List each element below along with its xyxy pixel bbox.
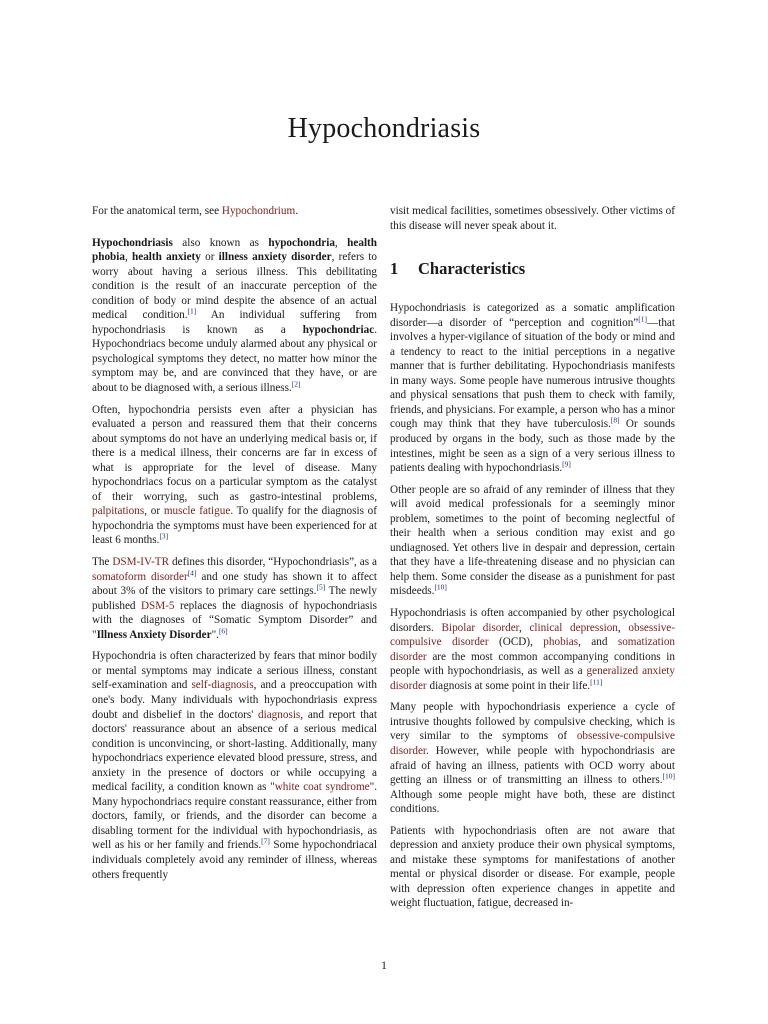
text: , or <box>144 505 164 518</box>
text: Hypochondriasis is categorized as a somatic amplification disorder—a disorder of “perception and cognition” <box>390 302 675 329</box>
link-somatoform-disorder[interactable]: somatoform disorder <box>92 570 188 583</box>
link-ocd[interactable]: obsessive-compulsive disorder <box>390 621 675 649</box>
text: Hypochondria is often characterized by fears that minor bodily or mental symptoms may indicate a serious illness, constant self-examination and <box>92 650 377 692</box>
right-column <box>390 204 675 918</box>
text: —that involves a hyper-vigilance of situation of the body or mind and a tendency to react to the initial perceptions in a negative manner that is further debilitating. Hypochondriasis manifests in many ways. Some people have numerous intrusive thoughts and physical sensations that push them to check with family, friends, and physicians. For example, a person who has a minor cough may think that they have tuberculosis. <box>390 316 675 431</box>
text: Patients with hypochondriasis often are not aware that depression and anxiety produce their own physical symptoms, and mistake these symptoms for manifestations of another mental or physical disorder or disease. For example, people with depression often experience changes in appetite and weight fluctuation, fatigue, decreased in- <box>390 824 675 910</box>
left-column <box>92 204 377 889</box>
link-somatization-disorder[interactable]: somatization disorder <box>390 636 676 663</box>
paragraph <box>92 649 377 882</box>
text: (OCD), <box>488 636 544 649</box>
paragraph <box>390 301 675 476</box>
text: diagnosis at some point in their life. <box>426 679 591 692</box>
paragraph <box>92 555 377 642</box>
link-hypochondrium[interactable]: Hypochondrium <box>221 205 296 217</box>
term: hypochondriac <box>302 323 375 336</box>
link-obsessive-compulsive-disorder[interactable]: obsessive-compulsive disorder <box>390 730 675 757</box>
link-self-diagnosis[interactable]: self-diagnosis <box>191 679 254 692</box>
link-phobias[interactable]: phobias <box>543 636 579 649</box>
paragraph <box>92 403 377 548</box>
citation-ref[interactable]: [9] <box>562 459 571 469</box>
text: and one study has shown it to affect about 3% of the visitors to primary care settings. <box>92 570 377 598</box>
link-palpitations[interactable]: palpitations <box>92 505 145 518</box>
text: , refers to worry about having a serious illness. This debilitating condition is the result of an inaccurate perception of the condition of body or mind despite the absence of an actual medical condition. <box>92 251 377 322</box>
citation-ref[interactable]: [11] <box>590 677 603 687</box>
link-diagnosis[interactable]: diagnosis <box>258 708 301 721</box>
text: . However, while people with hypochondriasis are afraid of having an illness, patients with OCD worry about getting an illness or of transmitting an illness to others. <box>390 744 675 787</box>
term: Illness Anxiety Disorder <box>96 628 212 641</box>
citation-ref[interactable]: [6] <box>218 626 228 636</box>
citation-ref[interactable]: [8] <box>610 415 620 425</box>
hatnote-text: . <box>295 205 298 217</box>
term: health anxiety <box>132 251 201 264</box>
link-generalized-anxiety-disorder[interactable]: generalized anxiety disorder <box>390 665 676 692</box>
text: , and report that doctors' reassurance about an absence of a serious medical condition is unconvincing, or short-lasting. Additionally, many hypochondriacs experience elevated blood pressure, stress, and anxiety in the presence of doctors or while occupying a medical facility, a condition known as " <box>92 708 377 794</box>
text: replaces the diagnosis of hypochondriasis with the diagnoses of “Somatic Symptom Disorder” and " <box>92 599 377 641</box>
text: . Hypochondriacs become unduly alarmed about any physical or psychological symptoms they detect, no matter how minor the symptom may be, and are convinced that they have, or are about to be diagnosed with, a serious illness. <box>92 323 377 395</box>
text: , <box>124 251 132 264</box>
text: defines this disorder, “Hypochondriasis”, as a <box>169 556 377 569</box>
citation-ref[interactable]: [4] <box>187 567 197 577</box>
page-number: 1 <box>381 960 387 972</box>
text: Often, hypochondria persists even after a physician has evaluated a person and reassured them that their concerns about symptoms do not have an underlying medical basis or, if there is a medical illness, their concerns are far in excess of what is appropriate for the level of disease. Many hypochondriacs focus on a particular symptom as the catalyst of their worrying, such as gastro-intestinal problems, <box>92 403 377 503</box>
term: Hypochondriasis <box>92 236 173 249</box>
text: visit medical facilities, sometimes obsessively. Other victims of this disease will never speak about it. <box>390 205 675 232</box>
text: Many people with hypochondriasis experience a cycle of intrusive thoughts followed by compulsive checking, which is very similar to the symptoms of <box>390 701 675 743</box>
link-dsm-5[interactable]: DSM-5 <box>140 599 175 612</box>
paragraph <box>390 700 675 816</box>
text: , <box>334 236 348 249</box>
text: Or sounds produced by organs in the body, such as those made by the intestines, might be seen as a sign of a very serious illness to patients dealing with hypochondriasis. <box>390 418 675 475</box>
text: , and <box>578 636 618 649</box>
citation-ref[interactable]: [5] <box>316 582 326 592</box>
link-muscle-fatigue[interactable]: muscle fatigue <box>163 505 231 518</box>
page-title: Hypochondriasis <box>287 113 481 144</box>
hatnote-text: For the anatomical term, see <box>92 205 222 217</box>
citation-ref[interactable]: [1] <box>187 306 197 316</box>
link-clinical-depression[interactable]: clinical depression <box>529 621 618 634</box>
text: An individual suffering from hypochondriasis is known as a <box>92 309 378 336</box>
text: , <box>518 621 530 634</box>
link-bipolar-disorder[interactable]: Bipolar disorder <box>441 621 519 634</box>
paragraph <box>390 483 675 599</box>
paragraph <box>390 204 675 233</box>
term: illness anxiety disorder <box>218 251 332 264</box>
text: ". <box>211 628 219 641</box>
text: Hypochondriasis is often accompanied by other psychological disorders. <box>390 607 675 634</box>
text: or <box>200 251 219 264</box>
citation-ref[interactable]: [1] <box>638 313 648 323</box>
paragraph <box>390 824 675 911</box>
citation-ref[interactable]: [10] <box>434 582 447 592</box>
section-title: Characteristics <box>418 259 526 279</box>
citation-ref[interactable]: [3] <box>159 531 169 541</box>
text: Although some people might have both, these are distinct conditions. <box>390 788 675 816</box>
text: Some hypochondriacal individuals completely avoid any reminder of illness, whereas others frequently <box>92 839 377 881</box>
text: The <box>92 556 113 569</box>
link-white-coat-syndrome[interactable]: white coat syndrome <box>274 781 370 794</box>
intro-paragraph <box>92 236 377 396</box>
term: hypochondria <box>268 236 335 249</box>
citation-ref[interactable]: [7] <box>261 836 270 846</box>
hatnote <box>92 204 377 219</box>
paragraph <box>390 606 675 693</box>
term: health phobia <box>92 236 378 264</box>
text: also known as <box>172 236 269 249</box>
text: , <box>617 621 629 634</box>
section-number: 1 <box>390 259 399 279</box>
link-dsm-iv-tr[interactable]: DSM-IV-TR <box>112 556 170 569</box>
text: are the most common accompanying conditions in people with hypochondriasis, as well as a <box>390 650 675 678</box>
text: Other people are so afraid of any reminder of illness that they will avoid medical professionals for a seemingly minor problem, sometimes to the point of becoming neglectful of their health when a serious condition may exist and go undiagnosed. Yet others live in despair and depression, certain that they have a life-threatening disease and no physician can help them. Some consider the disease as a punishment for past misdeeds. <box>390 483 675 598</box>
text: ". Many hypochondriacs require constant reassurance, either from doctors, family, or friends, and the disorder can become a disabling torment for the individual with hypochondriasis, as well as his or her family and friends. <box>92 781 377 852</box>
text: The newly published <box>92 585 377 612</box>
section-heading <box>390 259 675 279</box>
text: . To qualify for the diagnosis of hypochondria the symptoms must have been experienced for at least 6 months. <box>92 505 377 547</box>
text: , and a preoccupation with one's body. Many individuals with hypochondriasis express doubt and disbelief in the doctors' <box>92 679 377 721</box>
citation-ref[interactable]: [10] <box>662 771 675 781</box>
citation-ref[interactable]: [2] <box>291 379 301 389</box>
